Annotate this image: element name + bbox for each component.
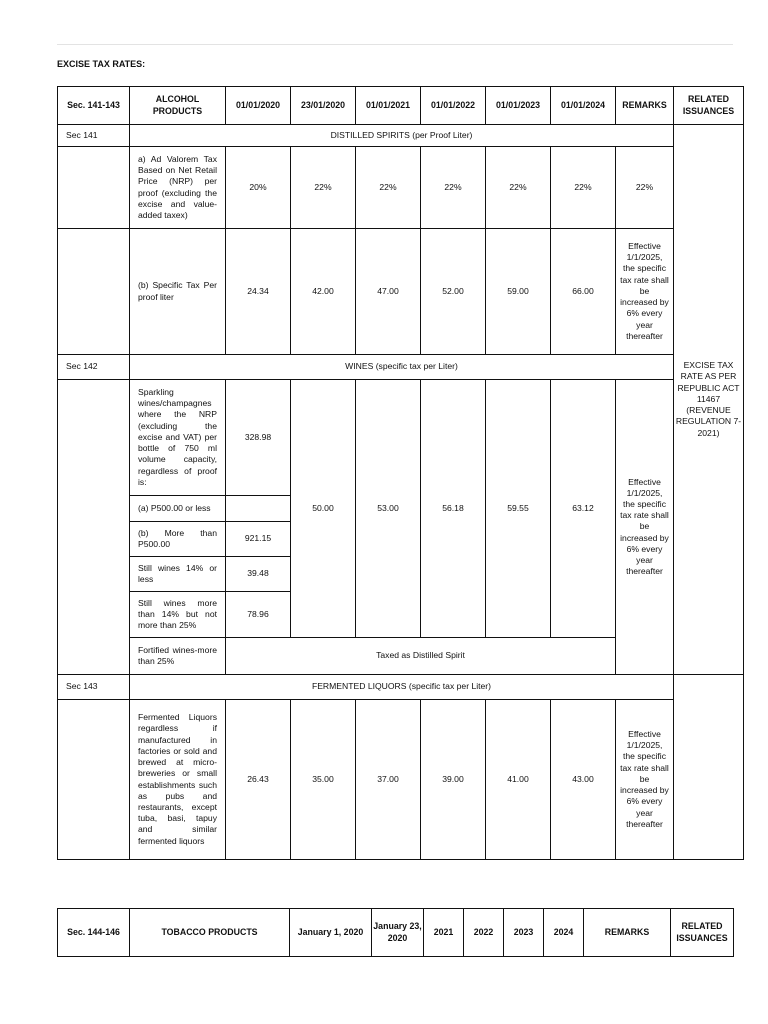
product-description: (a) P500.00 or less xyxy=(130,496,226,522)
header-section: Sec. 144-146 xyxy=(58,909,130,957)
product-description: a) Ad Valorem Tax Based on Net Retail Price (NRP) per proof (excluding the excise and value-added taxex) xyxy=(130,147,226,229)
rate-cell: 22% xyxy=(486,147,551,229)
rate-cell: 43.00 xyxy=(551,700,616,860)
rate-cell: 22% xyxy=(551,147,616,229)
header-year: 2023 xyxy=(504,909,544,957)
section-row-143 xyxy=(58,675,744,700)
alcohol-tax-table xyxy=(57,86,744,860)
empty-cell xyxy=(226,496,291,522)
header-date: 01/01/2021 xyxy=(356,87,421,125)
section-title: WINES (specific tax per Liter) xyxy=(130,355,674,380)
product-description: Fermented Liquors regardless if manufactured in factories or sold and brewed at micro-breweries or small establishments such as pubs and restaurants, except tuba, basi, tapuy and similar fermented liquors xyxy=(130,700,226,860)
rate-cell: 22% xyxy=(291,147,356,229)
tobacco-tax-table xyxy=(57,908,734,957)
rate-cell: 921.15 xyxy=(226,522,291,557)
remark-cell: 22% xyxy=(616,147,674,229)
header-year: 2024 xyxy=(544,909,584,957)
rate-cell: 41.00 xyxy=(486,700,551,860)
product-description: Still wines 14% or less xyxy=(130,557,226,592)
table-row xyxy=(58,229,744,355)
rate-cell: 20% xyxy=(226,147,291,229)
section-code: Sec 142 xyxy=(58,355,130,380)
rate-cell: 50.00 xyxy=(291,380,356,638)
rate-cell: 53.00 xyxy=(356,380,421,638)
header-date: 01/01/2022 xyxy=(421,87,486,125)
header-date: 01/01/2020 xyxy=(226,87,291,125)
section-row-142 xyxy=(58,355,744,380)
rate-cell: 37.00 xyxy=(356,700,421,860)
section-row-141 xyxy=(58,125,744,147)
header-remarks: REMARKS xyxy=(584,909,671,957)
header-year: 2022 xyxy=(464,909,504,957)
rate-cell: 56.18 xyxy=(421,380,486,638)
related-issuance-cell: EXCISE TAX RATE AS PER REPUBLIC ACT 11467 (REVENUE REGULATION 7-2021) xyxy=(674,125,744,675)
rate-cell: 63.12 xyxy=(551,380,616,638)
remark-cell: Effective 1/1/2025, the specific tax rate shall be increased by 6% every year thereafter xyxy=(616,229,674,355)
rate-cell: 59.55 xyxy=(486,380,551,638)
header-related-issuances: RELATED ISSUANCES xyxy=(671,909,734,957)
header-section: Sec. 141-143 xyxy=(58,87,130,125)
rate-cell: 47.00 xyxy=(356,229,421,355)
table-row xyxy=(58,700,744,860)
rate-cell: 39.00 xyxy=(421,700,486,860)
rate-cell: 24.34 xyxy=(226,229,291,355)
empty-cell xyxy=(58,380,130,675)
rate-cell: 22% xyxy=(421,147,486,229)
empty-cell xyxy=(58,229,130,355)
rate-cell: 35.00 xyxy=(291,700,356,860)
tobacco-header-row xyxy=(58,909,734,957)
alcohol-header-row xyxy=(58,87,744,125)
empty-cell xyxy=(58,700,130,860)
empty-cell xyxy=(58,147,130,229)
empty-cell xyxy=(674,675,744,860)
header-remarks: REMARKS xyxy=(616,87,674,125)
section-code: Sec 141 xyxy=(58,125,130,147)
header-year: 2021 xyxy=(424,909,464,957)
page-heading: EXCISE TAX RATES: xyxy=(57,59,146,69)
rate-cell: 26.43 xyxy=(226,700,291,860)
product-description: Sparkling wines/champagnes where the NRP (excluding the excise and VAT) per bottle of 750 ml volume capacity, regardless of proof is: xyxy=(130,380,226,496)
fortified-note: Taxed as Distilled Spirit xyxy=(226,638,616,675)
product-description: Fortified wines-more than 25% xyxy=(130,638,226,675)
rate-cell: 52.00 xyxy=(421,229,486,355)
product-description: Still wines more than 14% but not more than 25% xyxy=(130,592,226,638)
remark-cell: Effective 1/1/2025, the specific tax rate shall be increased by 6% every year thereafter xyxy=(616,380,674,675)
header-product: TOBACCO PRODUCTS xyxy=(130,909,290,957)
rate-cell: 22% xyxy=(356,147,421,229)
rate-cell: 78.96 xyxy=(226,592,291,638)
rate-cell: 328.98 xyxy=(226,380,291,496)
table-row xyxy=(58,380,744,496)
header-date: January 23, 2020 xyxy=(372,909,424,957)
rate-cell: 39.48 xyxy=(226,557,291,592)
rate-cell: 66.00 xyxy=(551,229,616,355)
rate-cell: 59.00 xyxy=(486,229,551,355)
product-description: (b) More than P500.00 xyxy=(130,522,226,557)
header-date: 01/01/2023 xyxy=(486,87,551,125)
header-related-issuances: RELATED ISSUANCES xyxy=(674,87,744,125)
section-title: FERMENTED LIQUORS (specific tax per Liter) xyxy=(130,675,674,700)
header-product: ALCOHOL PRODUCTS xyxy=(130,87,226,125)
product-description: (b) Specific Tax Per proof liter xyxy=(130,229,226,355)
header-date: January 1, 2020 xyxy=(290,909,372,957)
section-code: Sec 143 xyxy=(58,675,130,700)
header-date: 23/01/2020 xyxy=(291,87,356,125)
top-divider xyxy=(57,44,733,45)
table-row xyxy=(58,147,744,229)
remark-cell: Effective 1/1/2025, the specific tax rate shall be increased by 6% every year thereafter xyxy=(616,700,674,860)
rate-cell: 42.00 xyxy=(291,229,356,355)
header-date: 01/01/2024 xyxy=(551,87,616,125)
section-title: DISTILLED SPIRITS (per Proof Liter) xyxy=(130,125,674,147)
